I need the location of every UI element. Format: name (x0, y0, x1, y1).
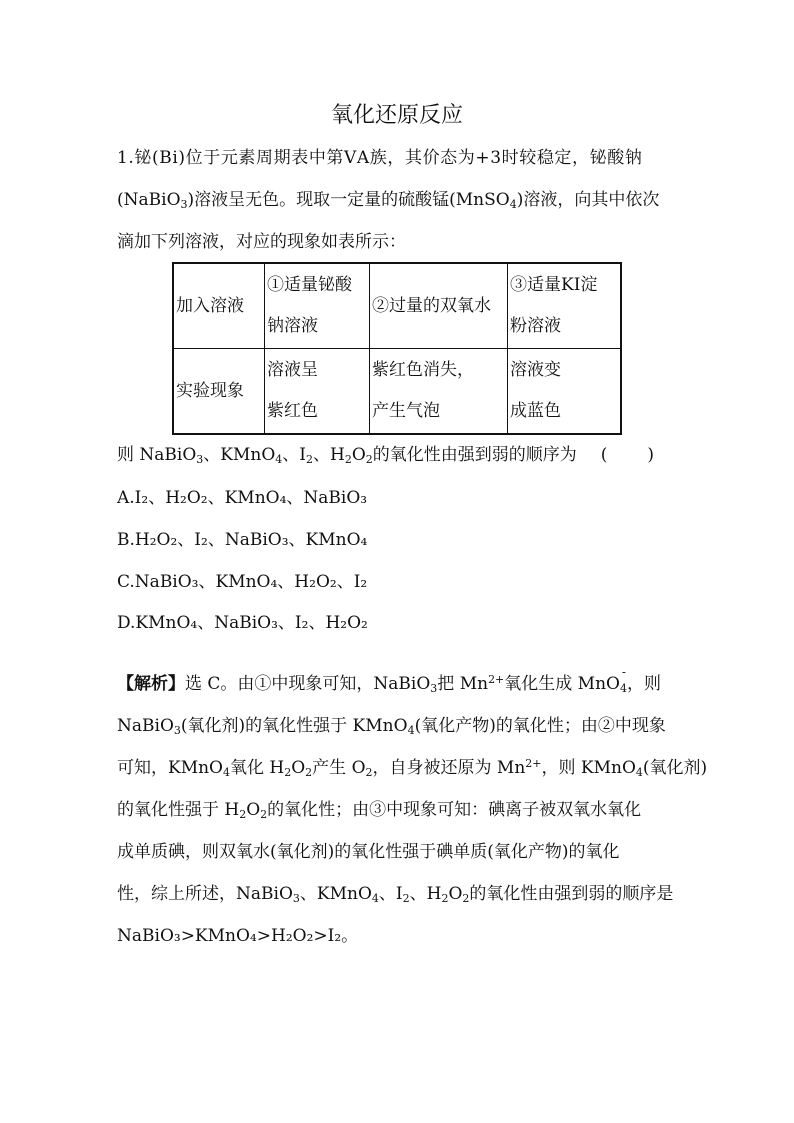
option-a: A.I₂、H₂O₂、KMnO₄、NaBiO₃ (117, 488, 368, 508)
table-cell-res3: 溶液变 成蓝色 (508, 349, 622, 435)
table-cell-col1: ①适量铋酸 钠溶液 (265, 263, 370, 349)
table-cell-res1: 溶液呈 紫红色 (265, 349, 370, 435)
table-cell-col3: ③适量KI淀 粉溶液 (508, 263, 622, 349)
permanganate-ion: - $_4$ (619, 665, 627, 695)
table-header-label: 加入溶液 (173, 263, 265, 349)
question-line-3: 滴加下列溶液，对应的现象如表所示： (117, 232, 406, 252)
analysis-line-1: 【解析】选 C。由①中现象可知，NaBiO$_3$把 $Mn^{2+}$氧化生成 MnO - $_4$，则 (117, 665, 661, 695)
analysis-line-4: 的氧化性强于 $H_2O_2$的氧化性；由③中现象可知：碘离子被双氧水氧化 (117, 800, 642, 821)
option-b: B.H₂O₂、I₂、NaBiO₃、KMnO₄ (117, 530, 368, 550)
table-row-phenomenon (173, 349, 621, 435)
analysis-line-6: 性，综上所述，NaBiO$_3$、KMnO$_4$、$I_2$、$H_2O_2$的氧化性由强到弱的顺序是 (117, 884, 674, 905)
question-line-2: (NaBiO$_3$)溶液呈无色。现取一定量的硫酸锰(MnSO$_4$)溶液，向其中依次 (117, 190, 660, 211)
table-row-label: 实验现象 (173, 349, 265, 435)
experiment-table (172, 262, 622, 435)
option-c: C.NaBiO₃、KMnO₄、H₂O₂、I₂ (117, 572, 368, 592)
table-cell-res2: 紫红色消失， 产生气泡 (370, 349, 508, 435)
question-prompt: 则 NaBiO$_3$、KMnO$_4$、$I_2$、$H_2O_2$的氧化性由强到弱的顺序为 ( ) (117, 445, 655, 466)
answer-paren-open: ( (600, 445, 608, 465)
table-row-added-solution (173, 263, 621, 349)
table-cell-col2: ②过量的双氧水 (370, 263, 508, 349)
analysis-line-3: 可知，KMnO$_4$氧化 $H_2O_2$产生 $O_2$，自身被还原为 $Mn^{2+}$，则 KMnO$_4$(氧化剂) (117, 757, 708, 779)
question-line-1: 1.铋(Bi)位于元素周期表中第ⅤA族，其价态为+3时较稳定，铋酸钠 (117, 148, 643, 168)
analysis-conclusion: NaBiO₃>KMnO₄>H₂O₂>I₂。 (117, 926, 359, 946)
option-d: D.KMnO₄、NaBiO₃、I₂、H₂O₂ (117, 613, 368, 633)
analysis-line-2: NaBiO$_3$(氧化剂)的氧化性强于 KMnO$_4$(氧化产物)的氧化性；由②中现象 (117, 716, 666, 737)
analysis-label: 【解析】 (117, 674, 185, 694)
answer-paren-close: ) (647, 445, 655, 465)
analysis-line-5: 成单质碘，则双氧水(氧化剂)的氧化性强于碘单质(氧化产物)的氧化 (117, 842, 620, 862)
page-title: 氧化还原反应 (330, 103, 463, 128)
